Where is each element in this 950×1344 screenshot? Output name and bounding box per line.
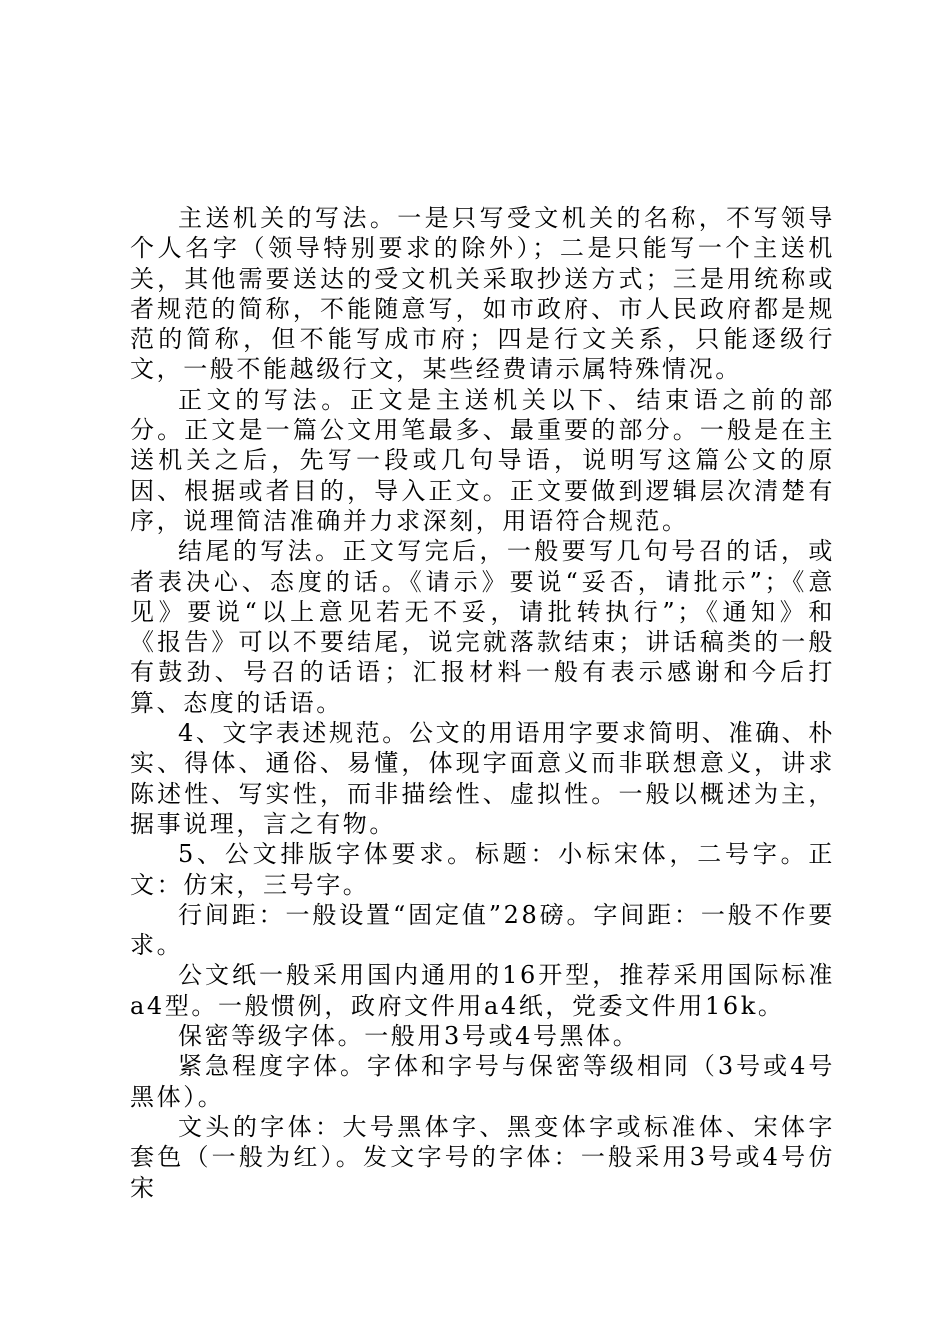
paragraph-urgency-level: 紧急程度字体。字体和字号与保密等级相同（3号或4号黑体）。	[130, 1052, 835, 1111]
paragraph-security-level: 保密等级字体。一般用3号或4号黑体。	[178, 1022, 640, 1051]
paragraph-header-font: 文头的字体：大号黑体字、黑变体字或标准体、宋体字套色（一般为红）。发文字号的字体：一般采用3号或4号仿宋	[130, 1112, 835, 1202]
paragraph-wording-rules: 4、文字表述规范。公文的用语用字要求简明、准确、朴实、得体、通俗、易懂，体现字面意义而非联想意义，讲求陈述性、写实性，而非描绘性、虚拟性。一般以概述为主，据事说理，言之有物。	[130, 719, 835, 838]
paragraph-font-requirements: 5、公文排版字体要求。标题：小标宋体，二号字。正文：仿宋，三号字。	[130, 840, 835, 899]
paragraph-main-text: 正文的写法。正文是主送机关以下、结束语之前的部分。正文是一篇公文用笔最多、最重要的部分。一般是在主送机关之后，先写一段或几句导语，说明写这篇公文的原因、根据或者目的，导入正文。正文要做到逻辑层次清楚有序，说理简洁准确并力求深刻，用语符合规范。	[130, 385, 835, 535]
paragraph-ending: 结尾的写法。正文写完后，一般要写几句号召的话，或者表决心、态度的话。《请示》要说“妥否，请批示”；《意见》要说“以上意见若无不妥，请批转执行”；《通知》和《报告》可以不要结尾，说完就落款结束；讲话稿类的一般有鼓劲、号召的话语；汇报材料一般有表示感谢和今后打算、态度的话语。	[130, 537, 835, 717]
paragraph-addressee: 主送机关的写法。一是只写受文机关的名称，不写领导个人名字（领导特别要求的除外）；二是只能写一个主送机关，其他需要送达的受文机关采取抄送方式；三是用统称或者规范的简称，不能随意写，如市政府、市人民政府都是规范的简称，但不能写成市府；四是行文关系，只能逐级行文，一般不能越级行文，某些经费请示属特殊情况。	[130, 204, 835, 384]
paragraph-paper-size: 公文纸一般采用国内通用的16开型，推荐采用国际标准a4型。一般惯例，政府文件用a4纸，党委文件用16k。	[130, 961, 835, 1020]
paragraph-line-spacing: 行间距：一般设置“固定值”28磅。字间距：一般不作要求。	[130, 900, 835, 960]
document-body	[130, 203, 835, 1203]
